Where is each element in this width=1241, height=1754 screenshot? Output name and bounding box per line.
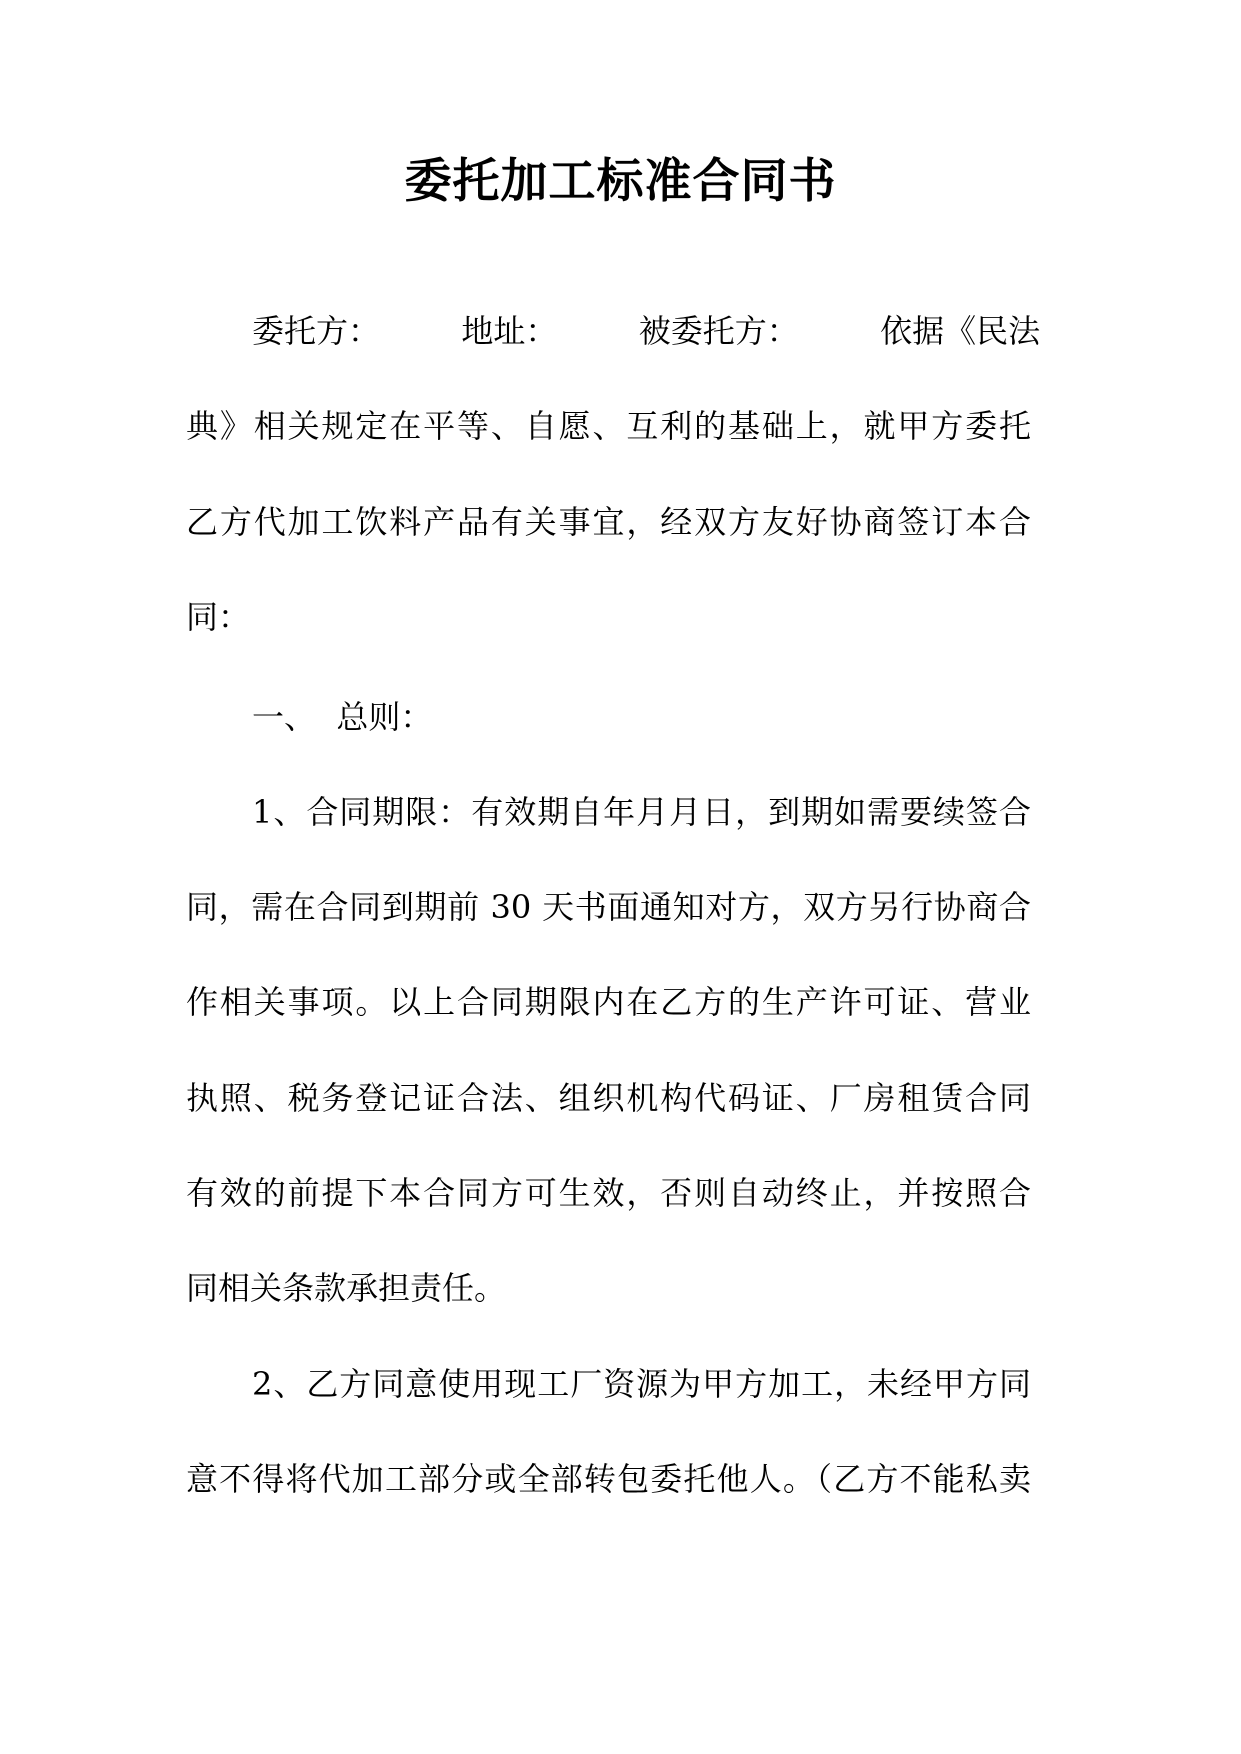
body-line-2: 典》相关规定在平等、自愿、互利的基础上，就甲方委托 (186, 407, 1031, 445)
body-line-3: 乙方代加工饮料产品有关事宜，经双方友好协商签订本合 (186, 503, 1031, 541)
body-line-7: 同，需在合同到期前 30 天书面通知对方，双方另行协商合 (186, 888, 1031, 926)
section-heading-general: 一、 总则： (252, 698, 433, 736)
body-line-8: 作相关事项。以上合同期限内在乙方的生产许可证、营业 (186, 983, 1031, 1021)
body-line-12: 2、乙方同意使用现工厂资源为甲方加工，未经甲方同 (252, 1365, 1031, 1403)
body-line-4: 同： (186, 598, 251, 636)
body-line-11: 同相关条款承担责任。 (186, 1269, 507, 1307)
body-line-1: 委托方： 地址： 被委托方： 依据《民法 (252, 312, 1041, 350)
body-line-10: 有效的前提下本合同方可生效，否则自动终止，并按照合 (186, 1174, 1031, 1212)
body-line-6: 1、合同期限：有效期自年月月日，到期如需要续签合 (252, 793, 1031, 831)
document-title: 委托加工标准合同书 (404, 154, 837, 209)
body-line-13: 意不得将代加工部分或全部转包委托他人。（乙方不能私卖 (186, 1460, 1031, 1498)
body-line-9: 执照、税务登记证合法、组织机构代码证、厂房租赁合同 (186, 1079, 1031, 1117)
